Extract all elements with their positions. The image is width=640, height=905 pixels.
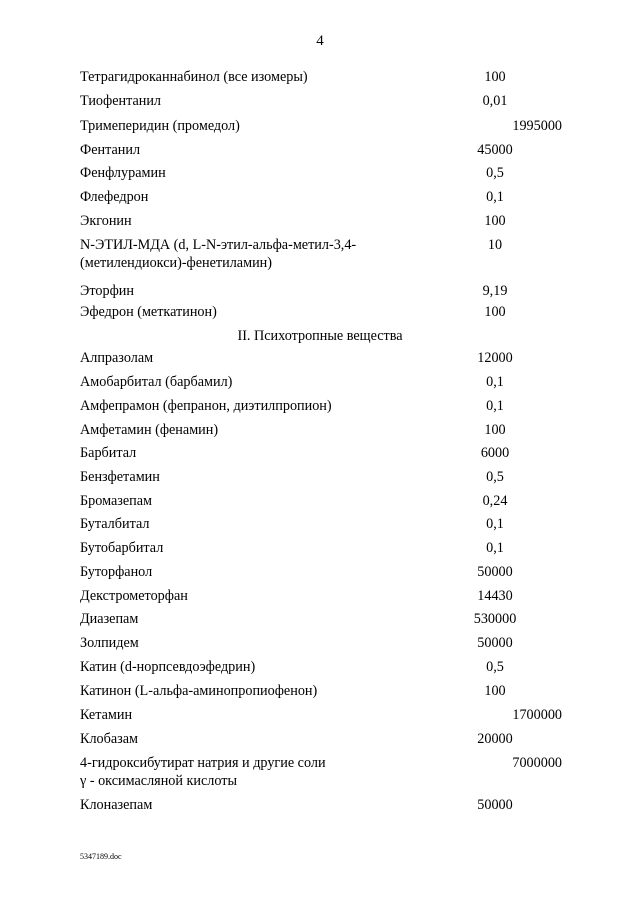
- substance-name: [80, 373, 410, 391]
- substance-name-line: Кетамин: [80, 707, 133, 723]
- substance-name-line: Катинон (L-альфа-аминопропиофенон): [80, 683, 318, 699]
- substance-value: 6000: [480, 445, 510, 461]
- substance-name-line: Амфепрамон (фепранон, диэтилпропион): [80, 398, 332, 414]
- substance-name-line: Буталбитал: [80, 516, 150, 532]
- substance-name-line: Клобазам: [80, 731, 139, 747]
- substance-name: [80, 117, 410, 135]
- substance-name-line: Барбитал: [80, 445, 137, 461]
- substance-name: [80, 796, 410, 814]
- substance-name-line: Эфедрон (меткатинон): [80, 304, 217, 320]
- substance-name-line: Фенфлурамин: [80, 165, 166, 181]
- substance-name-line: Буторфанол: [80, 564, 153, 580]
- page-number: 4: [316, 33, 324, 49]
- substance-value: 9,19: [482, 283, 508, 299]
- substance-name: [80, 730, 410, 748]
- substance-value: 12000: [477, 350, 513, 366]
- substance-name: [80, 349, 410, 367]
- substance-name-line: Золпидем: [80, 635, 139, 651]
- substance-value: 50000: [477, 564, 513, 580]
- substance-name: [80, 658, 410, 676]
- substance-value: 10: [487, 237, 503, 253]
- substance-name-line: Эторфин: [80, 283, 134, 299]
- substance-value: 45000: [477, 142, 513, 158]
- substance-name-line: γ - оксимасляной кислоты: [80, 773, 238, 789]
- substance-name-line: Декстрометорфан: [80, 588, 188, 604]
- substance-value: 0,01: [482, 93, 508, 109]
- substance-name: [80, 68, 410, 86]
- substance-value: 0,5: [486, 469, 504, 485]
- substance-value: 0,1: [486, 189, 504, 205]
- substance-name: [80, 397, 410, 415]
- substance-name-line: Амобарбитал (барбамил): [80, 374, 233, 390]
- substance-name: [80, 706, 410, 724]
- substance-value: 0,1: [486, 398, 504, 414]
- substance-value: 100: [484, 69, 506, 85]
- substance-name-line: Тиофентанил: [80, 93, 162, 109]
- substance-value: 100: [484, 683, 506, 699]
- substance-name: [80, 563, 410, 581]
- substance-name: [80, 634, 410, 652]
- substance-name: [80, 212, 410, 230]
- substance-name-line: Амфетамин (фенамин): [80, 422, 219, 438]
- substance-name: [80, 610, 410, 628]
- substance-value: 100: [484, 304, 506, 320]
- substance-value: 1700000: [512, 707, 562, 723]
- substance-name: [80, 303, 410, 321]
- substance-name: [80, 539, 410, 557]
- substance-name-line: Экгонин: [80, 213, 132, 229]
- substance-name: [80, 515, 410, 533]
- section-heading: II. Психотропные вещества: [237, 328, 403, 344]
- substance-name: [80, 468, 410, 486]
- substance-name-line: 4-гидроксибутират натрия и другие соли: [80, 755, 326, 771]
- substance-value: 50000: [477, 635, 513, 651]
- document-footer: 5347189.doc: [80, 852, 122, 861]
- substance-name-line: Бутобарбитал: [80, 540, 164, 556]
- substance-value: 0,5: [486, 165, 504, 181]
- substance-name: [80, 282, 410, 300]
- substance-name: [80, 444, 410, 462]
- substance-value: 20000: [477, 731, 513, 747]
- substance-name: [80, 188, 410, 206]
- substance-name-line: Катин (d-норпсевдоэфедрин): [80, 659, 256, 675]
- substance-name-line: Тримеперидин (промедол): [80, 118, 240, 134]
- substance-value: 0,1: [486, 540, 504, 556]
- substance-value: 14430: [477, 588, 513, 604]
- substance-name: [80, 492, 410, 510]
- substance-name-line: Флефедрон: [80, 189, 149, 205]
- substance-name: [80, 754, 410, 790]
- substance-name: [80, 587, 410, 605]
- substance-name: [80, 92, 410, 110]
- substance-name-line: N-ЭТИЛ-МДА (d, L-N-этил-альфа-метил-3,4-: [80, 237, 357, 253]
- substance-value: 7000000: [512, 755, 562, 771]
- substance-value: 0,5: [486, 659, 504, 675]
- substance-value: 0,1: [486, 374, 504, 390]
- substance-name-line: Клоназепам: [80, 797, 153, 813]
- substance-name: [80, 164, 410, 182]
- substance-value: 1995000: [512, 118, 562, 134]
- substance-name-line: Алпразолам: [80, 350, 154, 366]
- substance-value: 530000: [473, 611, 517, 627]
- substance-value: 100: [484, 213, 506, 229]
- substance-name: [80, 236, 410, 272]
- substance-value: 100: [484, 422, 506, 438]
- substance-value: 50000: [477, 797, 513, 813]
- substance-value: 0,1: [486, 516, 504, 532]
- substance-name: [80, 141, 410, 159]
- substance-name-line: Фентанил: [80, 142, 141, 158]
- substance-name-line: Тетрагидроканнабинол (все изомеры): [80, 69, 308, 85]
- substance-name-line: Бензфетамин: [80, 469, 160, 485]
- substance-name: [80, 421, 410, 439]
- substance-value: 0,24: [482, 493, 508, 509]
- substance-name-line: (метилендиокси)-фенетиламин): [80, 255, 272, 271]
- substance-name-line: Диазепам: [80, 611, 139, 627]
- substance-name-line: Бромазепам: [80, 493, 153, 509]
- substance-name: [80, 682, 410, 700]
